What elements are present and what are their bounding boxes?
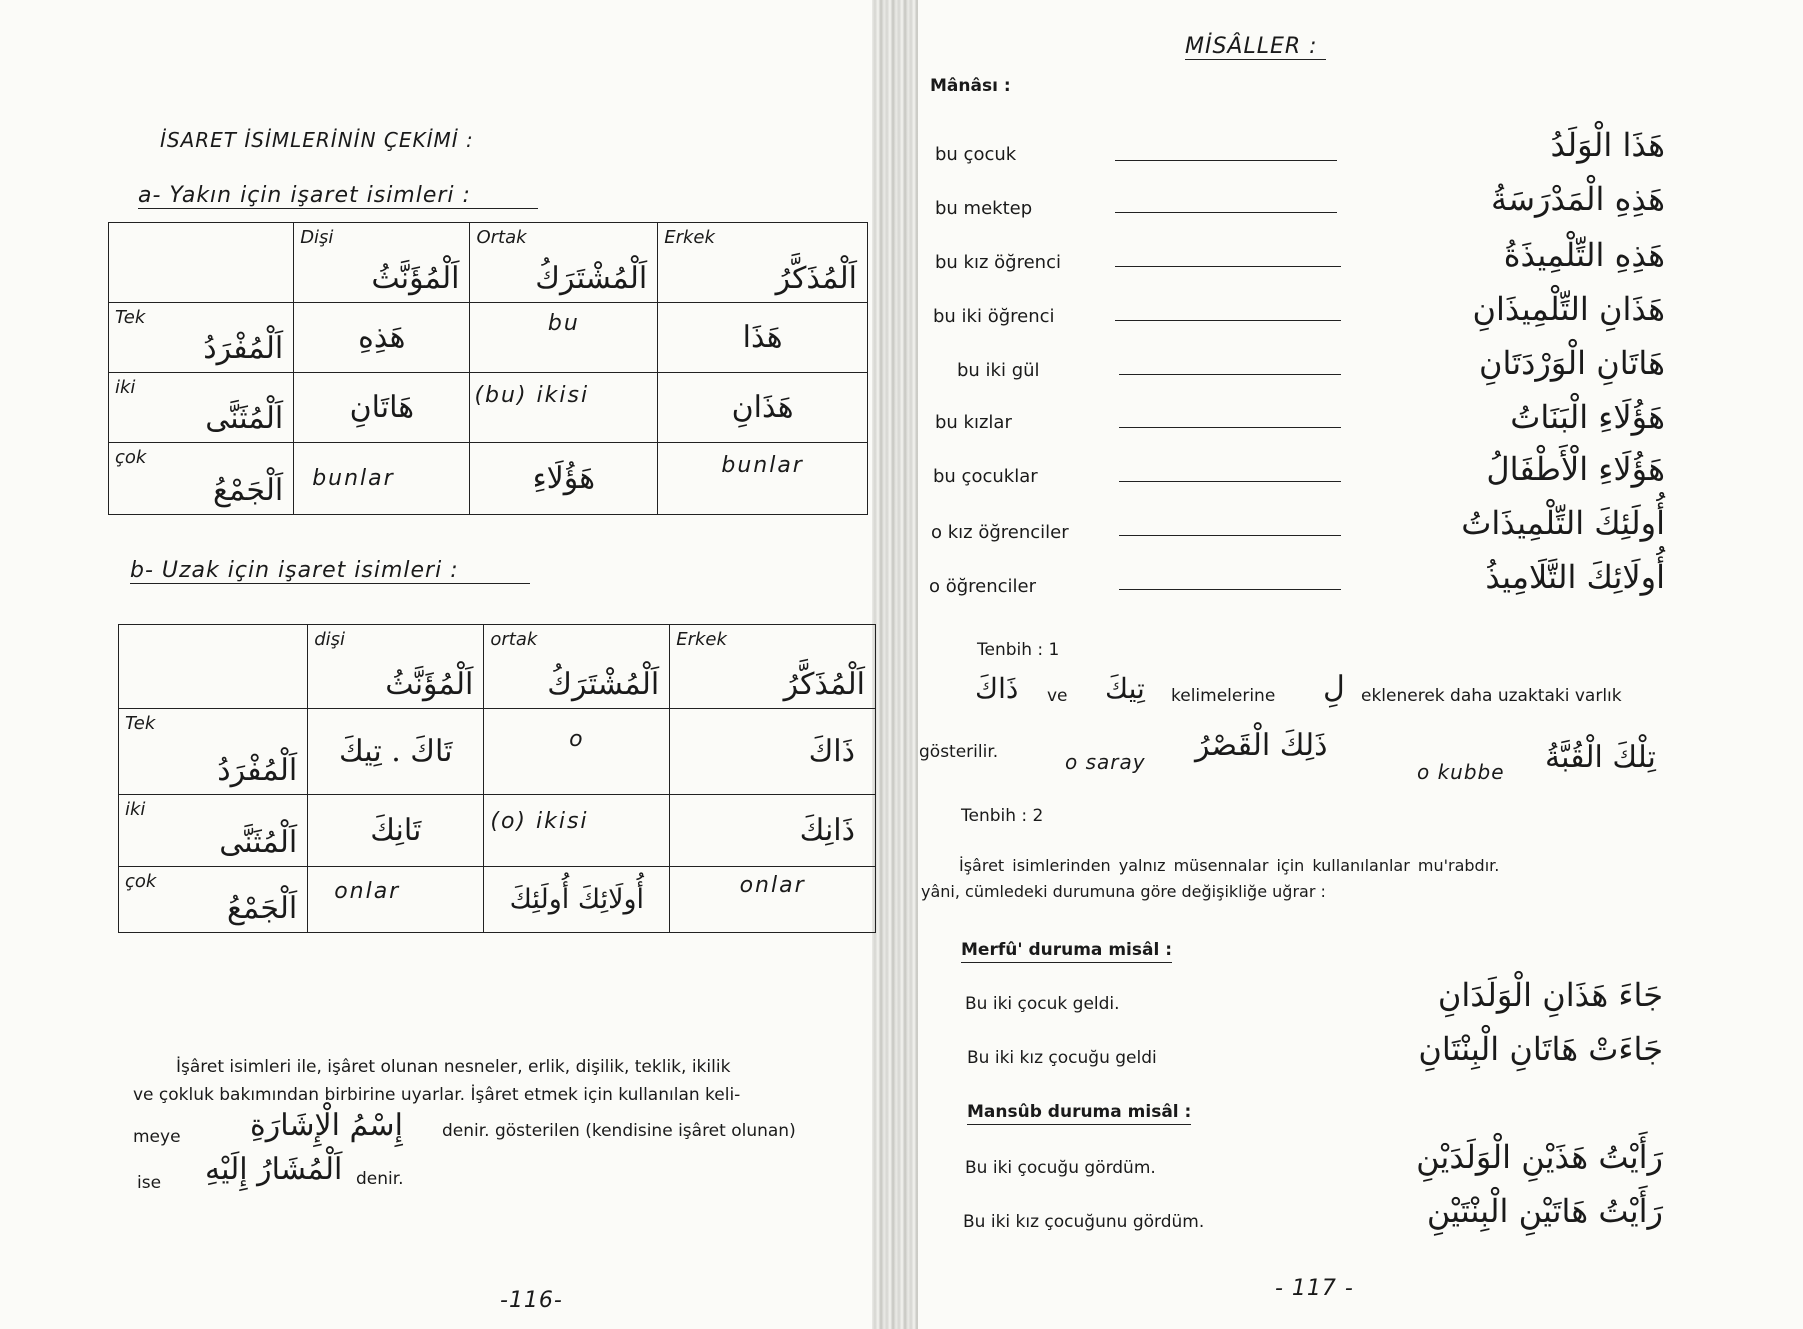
answer-line bbox=[1115, 266, 1341, 267]
row-label-cell bbox=[109, 373, 294, 443]
table-cell: onlar bbox=[308, 867, 484, 933]
answer-line bbox=[1115, 212, 1337, 213]
table-corner-cell bbox=[109, 223, 294, 303]
answer-line bbox=[1119, 427, 1341, 428]
table-row bbox=[119, 867, 876, 933]
example-arabic: هَذِهِ التِّلْمِيذَةُ bbox=[1503, 236, 1665, 274]
table-cell: ذَانِكَ bbox=[670, 795, 876, 867]
header-cell bbox=[670, 625, 876, 709]
right-page bbox=[905, 0, 1803, 1329]
paragraph-line-4-arabic: اَلْمُشَارُ إِلَيْهِ bbox=[205, 1152, 343, 1187]
table-row bbox=[119, 625, 876, 709]
tenbih-1-end: eklenerek daha uzaktaki varlık bbox=[1361, 686, 1622, 706]
left-heading: İSARET İSİMLERİNİN ÇEKİMİ : bbox=[160, 128, 474, 152]
tenbih-1-lam: لِ bbox=[1323, 670, 1345, 705]
table-cell: (o) ikisi bbox=[484, 795, 670, 867]
row-tag: iki bbox=[115, 377, 136, 398]
paragraph-line-3-arabic: إِسْمُ الْإِشَارَةِ bbox=[250, 1108, 403, 1143]
answer-line bbox=[1115, 320, 1341, 321]
example-saray-arabic: ذَلِكَ الْقَصْرُ bbox=[1195, 728, 1328, 763]
row-label-cell bbox=[109, 303, 294, 373]
table-cell: هَؤُلَاءِ bbox=[470, 443, 658, 515]
table-row bbox=[109, 443, 868, 515]
table-cell: bunlar bbox=[658, 443, 868, 515]
table-cell: o bbox=[484, 709, 670, 795]
row-label-cell bbox=[109, 443, 294, 515]
mansub-example-tr: Bu iki çocuğu gördüm. bbox=[965, 1158, 1156, 1178]
right-heading: MİSÂLLER : bbox=[1185, 34, 1326, 60]
mansub-example-ar: رَأَيْتُ هَاتَيْنِ الْبِنْتَيْنِ bbox=[1426, 1192, 1663, 1230]
mansub-title: Mansûb duruma misâl : bbox=[967, 1102, 1191, 1125]
example-arabic: أُولَئِكَ التِّلْمِيذَاتُ bbox=[1461, 504, 1665, 542]
paragraph-line-2: ve çokluk bakımından birbirine uyarlar. İşâret etmek için kullanılan keli- bbox=[133, 1085, 741, 1105]
section-a-title: a- Yakın için işaret isimleri : bbox=[138, 183, 538, 209]
marfu-example-tr: Bu iki kız çocuğu geldi bbox=[967, 1048, 1157, 1068]
row-label-arabic: اَلْجَمْعُ bbox=[227, 891, 298, 926]
example-meaning: o kız öğrenciler bbox=[931, 522, 1069, 543]
section-b-title: b- Uzak için işaret isimleri : bbox=[130, 558, 530, 584]
left-page-number: -116- bbox=[500, 1288, 563, 1313]
table-cell: هَذَانِ bbox=[658, 373, 868, 443]
row-label-arabic: اَلْمُثَنَّى bbox=[205, 401, 284, 436]
tenbih-1-mid: kelimelerine bbox=[1171, 686, 1276, 706]
example-meaning: bu iki öğrenci bbox=[933, 306, 1055, 327]
table-row bbox=[119, 795, 876, 867]
row-label-arabic: اَلْمُفْرَدُ bbox=[217, 753, 298, 788]
example-arabic: هَذَا الْوَلَدُ bbox=[1550, 126, 1665, 164]
row-label-arabic: اَلْجَمْعُ bbox=[213, 473, 284, 508]
row-label-cell bbox=[119, 867, 308, 933]
paragraph-line-3-start: meye bbox=[133, 1127, 181, 1147]
table-cell: ذَاكَ bbox=[670, 709, 876, 795]
paragraph-line-3-end: denir. gösterilen (kendisine işâret olunan) bbox=[442, 1121, 796, 1141]
header-arabic: اَلْمُؤَنَّثُ bbox=[371, 261, 460, 296]
example-kubbe-arabic: تِلْكَ الْقُبَّةُ bbox=[1545, 740, 1656, 775]
marfu-example-tr: Bu iki çocuk geldi. bbox=[965, 994, 1120, 1014]
header-cell bbox=[484, 625, 670, 709]
manasi-label: Mânâsı : bbox=[930, 76, 1011, 96]
example-kubbe-handwritten: o kubbe bbox=[1417, 760, 1505, 784]
row-label-arabic: اَلْمُثَنَّى bbox=[219, 825, 298, 860]
example-meaning: o öğrenciler bbox=[929, 576, 1037, 597]
header-tag: Erkek bbox=[664, 227, 715, 248]
right-page-number: - 117 - bbox=[1275, 1276, 1354, 1301]
table-row bbox=[109, 303, 868, 373]
example-meaning: bu çocuklar bbox=[933, 466, 1038, 487]
example-arabic: هَؤُلَاءِ الْأَطْفَالُ bbox=[1486, 450, 1665, 488]
mansub-example-ar: رَأَيْتُ هَذَيْنِ الْوَلَدَيْنِ bbox=[1416, 1138, 1663, 1176]
row-tag: çok bbox=[125, 871, 157, 892]
header-arabic: اَلْمُذَكَّرُ bbox=[775, 261, 857, 296]
example-saray-handwritten: o saray bbox=[1065, 750, 1146, 774]
tenbih-1-word1: ذَاكَ bbox=[975, 672, 1019, 705]
answer-line bbox=[1115, 160, 1337, 161]
table-cell: bunlar bbox=[294, 443, 470, 515]
example-meaning: bu çocuk bbox=[935, 144, 1017, 165]
example-meaning: bu mektep bbox=[935, 198, 1033, 219]
table-cell: تَاكَ . تِيكَ bbox=[308, 709, 484, 795]
header-cell bbox=[658, 223, 868, 303]
header-cell bbox=[294, 223, 470, 303]
row-label-arabic: اَلْمُفْرَدُ bbox=[203, 331, 284, 366]
table-cell: onlar bbox=[670, 867, 876, 933]
example-arabic: هَذَانِ التِّلْمِيذَانِ bbox=[1472, 290, 1665, 328]
header-arabic: اَلْمُذَكَّرُ bbox=[783, 667, 865, 702]
paragraph-line-1: İşâret isimleri ile, işâret olunan nesneler, erlik, dişilik, teklik, ikilik bbox=[176, 1057, 731, 1077]
left-page bbox=[0, 0, 890, 1329]
header-tag: Ortak bbox=[476, 227, 527, 248]
marfu-title: Merfû' duruma misâl : bbox=[961, 940, 1172, 963]
tenbih-2-line1: İşâret isimlerinden yalnız müsennalar için kullanılanlar mu'rabdır. bbox=[959, 856, 1500, 875]
header-tag: Dişi bbox=[300, 227, 334, 248]
tenbih-1-ve: ve bbox=[1047, 686, 1068, 706]
table-cell: bu bbox=[470, 303, 658, 373]
row-tag: iki bbox=[125, 799, 146, 820]
row-tag: çok bbox=[115, 447, 147, 468]
tenbih-1-title: Tenbih : 1 bbox=[977, 640, 1060, 660]
header-tag: Erkek bbox=[676, 629, 727, 650]
example-arabic: هَؤُلَاءِ الْبَنَاتُ bbox=[1510, 398, 1665, 436]
table-cell: تَانِكَ bbox=[308, 795, 484, 867]
paragraph-line-4-end: denir. bbox=[356, 1169, 404, 1189]
table-cell: هَذَا bbox=[658, 303, 868, 373]
row-label-cell bbox=[119, 709, 308, 795]
example-meaning: bu iki gül bbox=[957, 360, 1040, 381]
answer-line bbox=[1119, 481, 1341, 482]
answer-line bbox=[1119, 535, 1341, 536]
table-cell: هَذِهِ bbox=[294, 303, 470, 373]
marfu-example-ar: جَاءَ هَذَانِ الْوَلَدَانِ bbox=[1437, 976, 1663, 1014]
table-row bbox=[109, 223, 868, 303]
table-corner-cell bbox=[119, 625, 308, 709]
table-cell: أُولَائِكَ أُولَئِكَ bbox=[484, 867, 670, 933]
header-tag: dişi bbox=[314, 629, 345, 650]
header-arabic: اَلْمُشْتَرَكُ bbox=[547, 667, 660, 702]
row-tag: Tek bbox=[125, 713, 156, 734]
answer-line bbox=[1119, 374, 1341, 375]
tenbih-2-title: Tenbih : 2 bbox=[961, 806, 1044, 826]
header-arabic: اَلْمُشْتَرَكُ bbox=[535, 261, 648, 296]
header-cell bbox=[308, 625, 484, 709]
mansub-example-tr: Bu iki kız çocuğunu gördüm. bbox=[963, 1212, 1205, 1232]
marfu-example-ar: جَاءَتْ هَاتَانِ الْبِنْتَانِ bbox=[1418, 1030, 1663, 1068]
tenbih-1-line2: gösterilir. bbox=[919, 742, 999, 762]
header-arabic: اَلْمُؤَنَّثُ bbox=[385, 667, 474, 702]
example-arabic: هَاتَانِ الْوَرْدَتَانِ bbox=[1479, 344, 1665, 382]
table-cell: هَاتَانِ bbox=[294, 373, 470, 443]
tenbih-1-word2: تِيكَ bbox=[1105, 672, 1145, 705]
example-meaning: bu kız öğrenci bbox=[935, 252, 1061, 273]
paragraph-line-4-start: ise bbox=[137, 1173, 162, 1193]
header-tag: ortak bbox=[490, 629, 538, 650]
tenbih-2-line2: yâni, cümledeki durumuna göre değişikliğe uğrar : bbox=[921, 882, 1326, 901]
table-near-demonstratives bbox=[108, 222, 868, 515]
example-arabic: أُولَائِكَ التَّلَامِيذُ bbox=[1485, 558, 1665, 596]
table-cell: (bu) ikisi bbox=[470, 373, 658, 443]
header-cell bbox=[470, 223, 658, 303]
row-tag: Tek bbox=[115, 307, 146, 328]
answer-line bbox=[1119, 589, 1341, 590]
example-arabic: هَذِهِ الْمَدْرَسَةُ bbox=[1491, 180, 1665, 218]
example-meaning: bu kızlar bbox=[935, 412, 1012, 433]
table-row bbox=[119, 709, 876, 795]
table-row bbox=[109, 373, 868, 443]
table-far-demonstratives bbox=[118, 624, 876, 933]
row-label-cell bbox=[119, 795, 308, 867]
